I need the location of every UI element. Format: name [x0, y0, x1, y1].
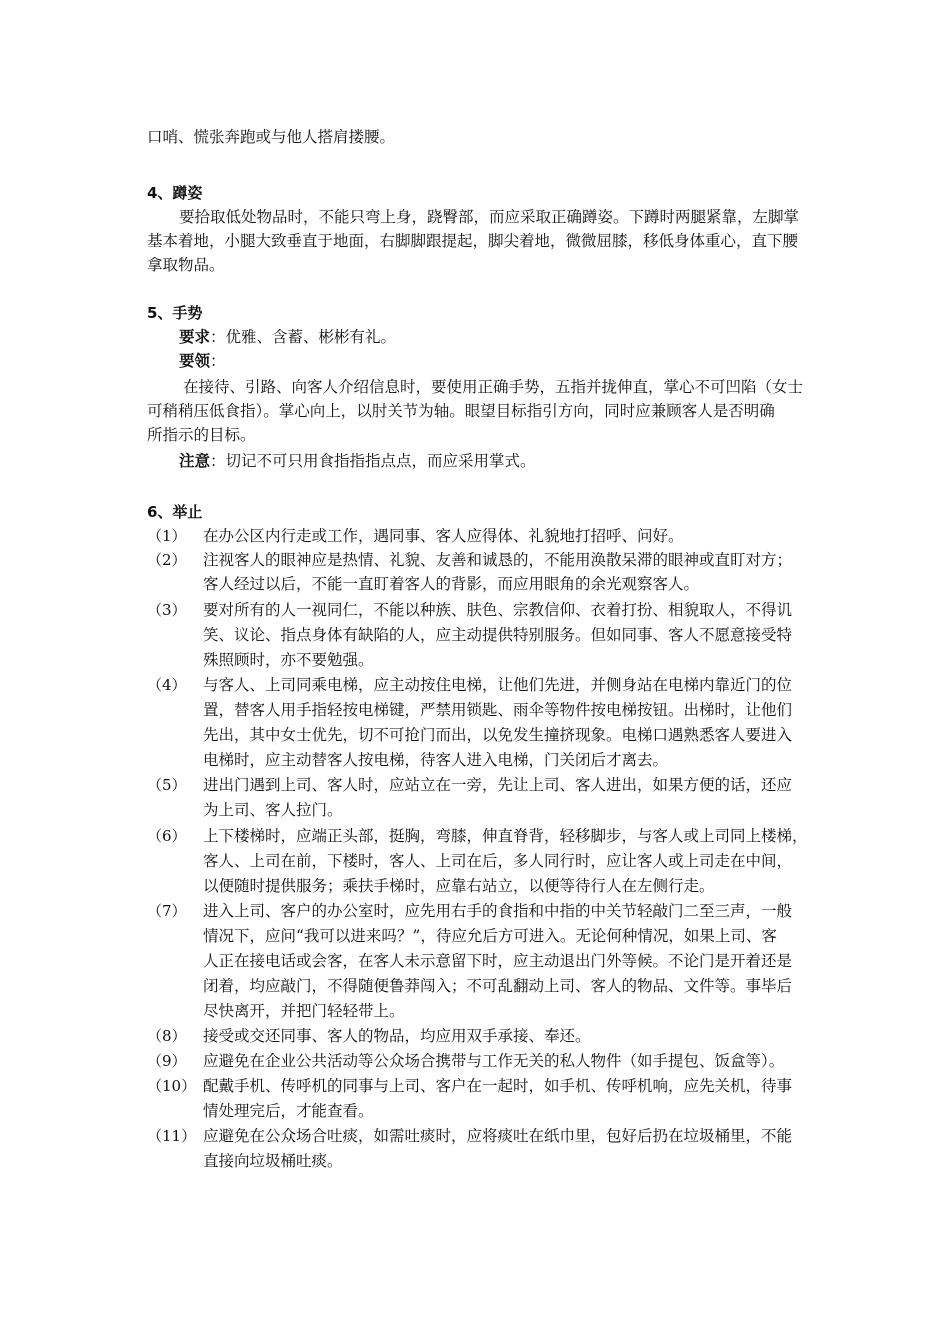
- item-line: 为上司、客人拉门。: [203, 801, 343, 819]
- item-line: 笑、议论、指点身体有缺陷的人，应主动提供特别服务。但如同事、客人不愿意接受特: [203, 626, 793, 644]
- item-line: 与客人、上司同乘电梯，应主动按住电梯，让他们先进，并侧身站在电梯内靠近门的位: [203, 676, 793, 694]
- item-line: 先出，其中女士优先，切不可抢门而出，以免发生撞挤现象。电梯口遇熟悉客人要进入: [203, 726, 793, 744]
- item-line: 电梯时，应主动替客人按电梯，待客人进入电梯，门关闭后才离去。: [203, 751, 669, 769]
- section-5-heading: 5、手势: [147, 304, 203, 322]
- section-5-body-line-1: 在接待、引路、向客人介绍信息时，要使用正确手势，五指并拢伸直，掌心不可凹陷（女士: [183, 378, 804, 396]
- item-line: 客人经过以后，不能一直盯着客人的背影，而应用眼角的余光观察客人。: [203, 575, 700, 593]
- item-line: 客人、上司在前，下楼时，客人、上司在后，多人同行时，应让客人或上司走在中间，: [203, 852, 793, 870]
- item-number: （4）: [147, 676, 187, 694]
- item-number: （6）: [147, 827, 187, 845]
- section-4-heading: 4、蹲姿: [147, 184, 203, 202]
- section-5-body-line-2: 可稍稍压低食指）。掌心向上，以肘关节为轴。眼望目标指引方向，同时应兼顾客人是否明确: [147, 402, 775, 420]
- note-label: 注意: [179, 452, 211, 470]
- item-line: 直接向垃圾桶吐痰。: [203, 1152, 343, 1170]
- item-line: 殊照顾时，亦不要勉强。: [203, 651, 374, 669]
- note-text: ：切记不可只用食指指指点点，而应采用掌式。: [210, 452, 536, 470]
- item-line: 进入上司、客户的办公室时，应先用右手的食指和中指的中关节轻敲门二至三声，一般: [203, 902, 793, 920]
- item-line: 配戴手机、传呼机的同事与上司、客户在一起时，如手机、传呼机响，应先关机，待事: [203, 1077, 793, 1095]
- item-line: 应避免在企业公共活动等公众场合携带与工作无关的私人物件（如手提包、饭盒等）。: [203, 1052, 785, 1070]
- section-4-line-3: 拿取物品。: [147, 256, 225, 274]
- item-line: 以便随时提供服务；乘扶手梯时，应靠右站立，以便等待行人在左侧行走。: [203, 877, 715, 895]
- item-line: 进出门遇到上司、客人时，应站立在一旁，先让上司、客人进出，如果方便的话，还应: [203, 776, 793, 794]
- item-line: 闭着，均应敲门，不得随便鲁莽闯入；不可乱翻动上司、客人的物品、文件等。事毕后: [203, 977, 793, 995]
- item-number: （8）: [147, 1027, 187, 1045]
- requirement-text: ：优雅、含蓄、彬彬有礼。: [210, 328, 397, 346]
- requirement-label: 要求: [179, 328, 211, 346]
- section-4-line-1: 要拾取低处物品时，不能只弯上身，跷臀部，而应采取正确蹲姿。下蹲时两腿紧靠，左脚掌: [179, 208, 800, 226]
- requirement-line: [179, 325, 396, 349]
- item-number: （1）: [147, 527, 187, 545]
- item-line: 情处理完后，才能查看。: [203, 1102, 374, 1120]
- item-line: 应避免在公众场合吐痰，如需吐痰时，应将痰吐在纸巾里，包好后扔在垃圾桶里，不能: [203, 1127, 793, 1145]
- section-6-heading: 6、举止: [147, 503, 203, 521]
- item-number: （3）: [147, 601, 187, 619]
- note-line: [179, 449, 536, 473]
- item-line: 上下楼梯时，应端正头部，挺胸，弯膝，伸直脊背，轻移脚步，与客人或上司同上楼梯，: [203, 827, 808, 845]
- item-number: （5）: [147, 776, 187, 794]
- item-line: 情况下，应问“我可以进来吗？”，待应允后方可进入。无论何种情况，如果上司、客: [203, 927, 777, 945]
- intro-line: 口哨、慌张奔跑或与他人搭肩搂腰。: [147, 128, 396, 146]
- item-line: 人正在接电话或会客，在客人未示意留下时，应主动退出门外等候。不论门是开着还是: [203, 952, 793, 970]
- item-line: 注视客人的眼神应是热情、礼貌、友善和诚恳的，不能用涣散呆滞的眼神或直盯对方；: [203, 551, 793, 569]
- item-line: 接受或交还同事、客人的物品，均应用双手承接、奉还。: [203, 1027, 591, 1045]
- item-line: 置，替客人用手指轻按电梯键，严禁用锁匙、雨伞等物件按电梯按钮。出梯时，让他们: [203, 701, 793, 719]
- section-4-line-2: 基本着地，小腿大致垂直于地面，右脚脚跟提起，脚尖着地，微微屈膝，移低身体重心，直下腰: [147, 232, 799, 250]
- section-5-body-line-3: 所指示的目标。: [147, 426, 256, 444]
- item-number: （10）: [147, 1077, 197, 1095]
- item-number: （11）: [147, 1127, 197, 1145]
- item-number: （9）: [147, 1052, 187, 1070]
- item-number: （7）: [147, 902, 187, 920]
- item-number: （2）: [147, 551, 187, 569]
- essentials-colon: ：: [210, 352, 226, 370]
- essentials-label: 要领: [179, 352, 211, 370]
- item-line: 尽快离开，并把门轻轻带上。: [203, 1002, 405, 1020]
- essentials-line: [179, 349, 226, 373]
- item-line: 在办公区内行走或工作，遇同事、客人应得体、礼貌地打招呼、问好。: [203, 527, 684, 545]
- item-line: 要对所有的人一视同仁，不能以种族、肤色、宗教信仰、衣着打扮、相貌取人，不得讥: [203, 601, 793, 619]
